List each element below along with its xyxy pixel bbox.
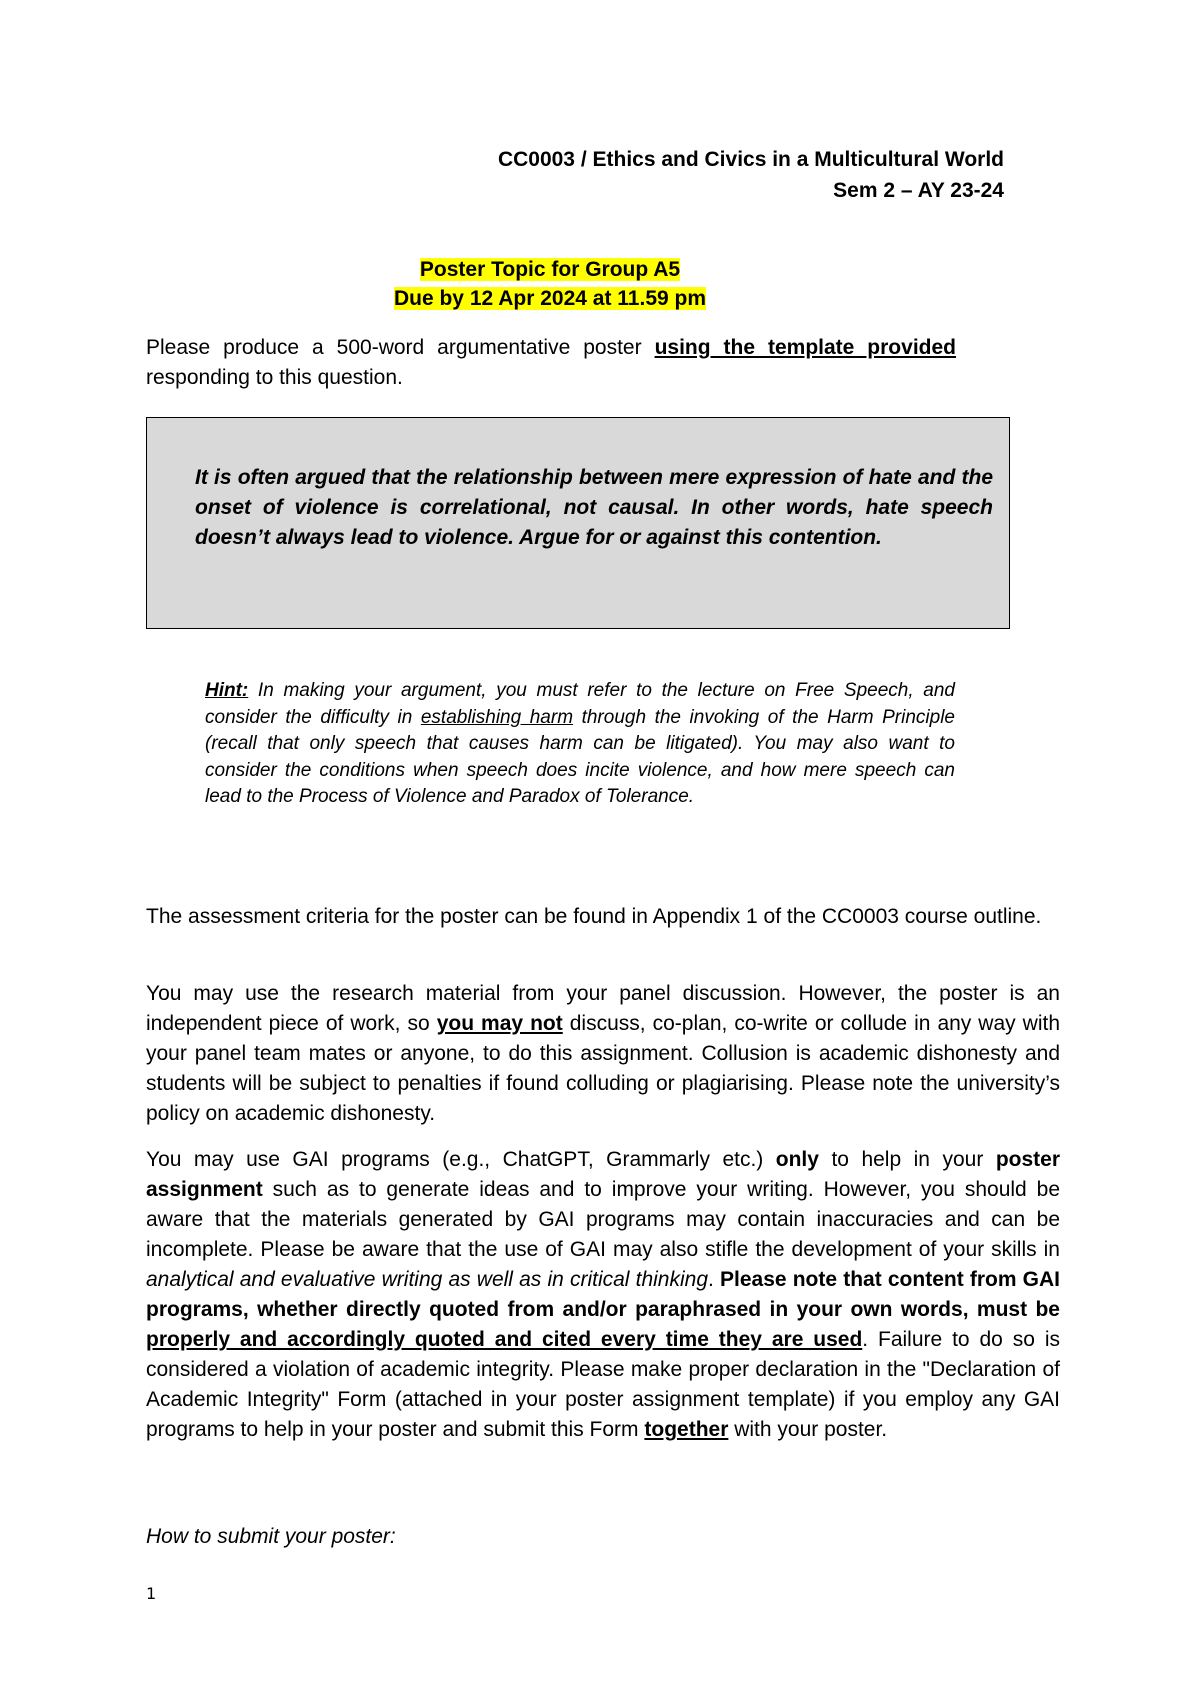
question-text: It is often argued that the relationship between mere expression of hate and the onset of violence is correlational, not causal. In other words, hate speech doesn’t always lead to violence. Argue for or against this contention. xyxy=(195,466,993,549)
gai-paragraph: You may use GAI programs (e.g., ChatGPT, Grammarly etc.) only to help in your poster assignment such as to generate ideas and to improve your writing. However, you should be aware that the materials generated by GAI programs may contain inaccuracies and can be incomplete. Please be aware that the use of GAI may also stifle the development of your skills in analytical and evaluative writing as well as in critical thinking. Please note that content from GAI programs, whether directly quoted from and/or paraphrased in your own words, must be properly and accordingly quoted and cited every time they are used. Failure to do so is considered a violation of academic integrity. Please make proper declaration in the "Declaration of Academic Integrity" Form (attached in your poster assignment template) if you employ any GAI programs to help in your poster and submit this Form together with your poster. xyxy=(146,1148,1061,1441)
you-may-not-emphasis: you may not xyxy=(436,1012,563,1035)
hint-paragraph: Hint: In making your argument, you must refer to the lecture on Free Speech, and consider the difficulty in establishing harm through the invoking of the Harm Principle (recall that only speech that causes harm can be litigated). You may also want to consider the conditions when speech does incite violence, and how mere speech can lead to the Process of Violence and Paradox of Tolerance. xyxy=(205,680,955,807)
hint-label: Hint: xyxy=(205,680,249,701)
collusion-paragraph: You may use the research material from your panel discussion. However, the poster is an independent piece of work, so you may not discuss, co-plan, co-write or collude in any way with your panel team mates or anyone, to do this assignment. Collusion is academic dishonesty and students will be subject to penalties if found colluding or plagiarising. Please note the university’s policy on academic dishonesty. xyxy=(146,982,1060,1125)
establishing-harm-text: establishing harm xyxy=(420,706,574,728)
submit-heading: How to submit your poster: xyxy=(146,1525,396,1548)
due-date: Due by 12 Apr 2024 at 11.59 pm xyxy=(393,287,707,310)
intro-paragraph: Please produce a 500-word argumentative poster using the template provided responding to this question. xyxy=(146,336,956,389)
question-box xyxy=(146,417,1010,629)
course-header xyxy=(498,144,1004,206)
page-number: 1 xyxy=(146,1584,157,1603)
topic-title: Poster Topic for Group A5 xyxy=(419,258,681,281)
semester-label: Sem 2 – AY 23-24 xyxy=(833,179,1004,202)
citation-emphasis: properly and accordingly quoted and cited every time they are used xyxy=(146,1328,863,1351)
poster-topic xyxy=(0,255,1100,313)
course-title: CC0003 / Ethics and Civics in a Multicultural World xyxy=(497,148,1004,171)
template-emphasis: using the template provided xyxy=(654,336,956,359)
criteria-paragraph: The assessment criteria for the poster can be found in Appendix 1 of the CC0003 course outline. xyxy=(146,905,1042,928)
